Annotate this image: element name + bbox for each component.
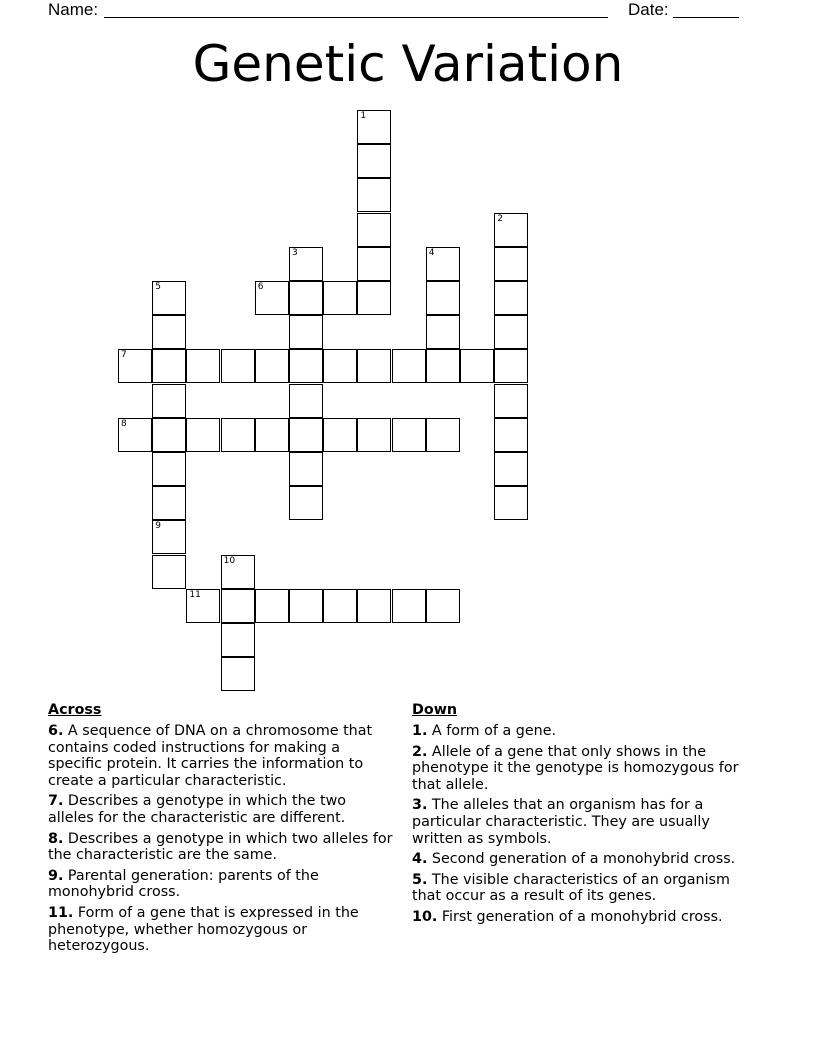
clue-text: Parental generation: parents of the monohybrid cross. — [48, 867, 319, 901]
cell-number: 2 — [497, 213, 503, 224]
clue-text: Second generation of a monohybrid cross. — [427, 851, 736, 868]
crossword-cell[interactable] — [392, 589, 426, 623]
cell-number: 7 — [121, 350, 127, 361]
crossword-cell[interactable] — [323, 349, 357, 383]
clue-down-10 — [412, 909, 758, 926]
clue-down-4 — [412, 851, 758, 868]
crossword-cell[interactable] — [289, 315, 323, 349]
cell-number: 11 — [189, 589, 201, 600]
crossword-cell[interactable] — [289, 247, 323, 281]
crossword-cell[interactable] — [152, 452, 186, 486]
clue-text: A sequence of DNA on a chromosome that contains coded instructions for making a specific protein. It carries the information to create a particular characteristic. — [48, 723, 373, 789]
crossword-cell[interactable] — [255, 281, 289, 315]
crossword-cell[interactable] — [426, 281, 460, 315]
crossword-cell[interactable] — [152, 281, 186, 315]
crossword-cell[interactable] — [494, 486, 528, 520]
crossword-cell[interactable] — [186, 418, 220, 452]
crossword-cell[interactable] — [357, 178, 391, 212]
crossword-cell[interactable] — [255, 589, 289, 623]
crossword-cell[interactable] — [289, 384, 323, 418]
clue-text: Form of a gene that is expressed in the phenotype, whether homozygous or heterozygous. — [48, 904, 359, 955]
crossword-cell[interactable] — [152, 555, 186, 589]
crossword-cell[interactable] — [494, 247, 528, 281]
crossword-cell[interactable] — [323, 418, 357, 452]
crossword-cell[interactable] — [494, 418, 528, 452]
crossword-cell[interactable] — [221, 418, 255, 452]
crossword-cell[interactable] — [221, 657, 255, 691]
crossword-cell[interactable] — [426, 418, 460, 452]
crossword-cell[interactable] — [289, 589, 323, 623]
clue-down-1 — [412, 723, 758, 740]
clue-number: 11. — [48, 904, 74, 921]
crossword-cell[interactable] — [494, 281, 528, 315]
crossword-cell[interactable] — [289, 452, 323, 486]
clue-number: 5. — [412, 871, 428, 888]
cell-number: 3 — [292, 247, 298, 258]
crossword-cell[interactable] — [357, 281, 391, 315]
cell-number: 8 — [121, 418, 127, 429]
cell-number: 4 — [428, 247, 435, 258]
crossword-cell[interactable] — [152, 418, 186, 452]
clue-number: 10. — [412, 908, 438, 925]
clue-text: First generation of a monohybrid cross. — [437, 908, 723, 925]
crossword-cell[interactable] — [357, 418, 391, 452]
crossword-cell[interactable] — [186, 349, 220, 383]
clue-down-2 — [412, 744, 758, 794]
crossword-cell[interactable] — [494, 384, 528, 418]
crossword-cell[interactable] — [289, 418, 323, 452]
crossword-cell[interactable] — [221, 623, 255, 657]
crossword-cell[interactable] — [186, 589, 220, 623]
clue-number: 1. — [412, 723, 428, 739]
crossword-cell[interactable] — [255, 349, 289, 383]
crossword-cell[interactable] — [118, 418, 152, 452]
clue-text: A form of a gene. — [427, 723, 557, 739]
clue-text: The visible characteristics of an organism that occur as a result of its genes. — [412, 871, 730, 905]
clue-across-9 — [48, 868, 394, 901]
clue-across-11 — [48, 905, 394, 955]
crossword-cell[interactable] — [426, 349, 460, 383]
name-label: Name: — [48, 0, 99, 19]
crossword-cell[interactable] — [357, 247, 391, 281]
crossword-cell[interactable] — [357, 349, 391, 383]
cell-number: 6 — [257, 282, 264, 292]
crossword-cell[interactable] — [494, 315, 528, 349]
crossword-cell[interactable] — [460, 349, 494, 383]
clue-number: 2. — [412, 743, 428, 760]
crossword-cell[interactable] — [289, 486, 323, 520]
crossword-cell[interactable] — [152, 349, 186, 383]
clue-across-6 — [48, 723, 394, 789]
crossword-cell[interactable] — [289, 349, 323, 383]
clue-down-5 — [412, 872, 758, 905]
crossword-cell[interactable] — [221, 589, 255, 623]
crossword-cell[interactable] — [357, 589, 391, 623]
crossword-cell[interactable] — [152, 486, 186, 520]
clue-text: Describes a genotype in which two alleles for the characteristic are the same. — [48, 830, 393, 864]
down-clues — [412, 702, 758, 930]
crossword-cell[interactable] — [357, 213, 391, 247]
clue-number: 7. — [48, 793, 64, 810]
clue-across-8 — [48, 831, 394, 864]
clue-number: 8. — [48, 830, 64, 847]
crossword-cell[interactable] — [255, 418, 289, 452]
crossword-cell[interactable] — [357, 144, 391, 178]
cell-number: 10 — [223, 555, 236, 566]
cell-number: 9 — [155, 521, 161, 532]
clue-text: Describes a genotype in which the two alleles for the characteristic are different. — [48, 793, 347, 826]
crossword-cell[interactable] — [289, 281, 323, 315]
crossword-cell[interactable] — [494, 213, 528, 247]
down-heading: Down — [412, 702, 458, 718]
clue-number: 3. — [412, 797, 428, 814]
crossword-cell[interactable] — [152, 520, 186, 554]
crossword-cell[interactable] — [426, 315, 460, 349]
crossword-cell[interactable] — [392, 418, 426, 452]
across-clues — [48, 702, 394, 959]
cell-number: 1 — [360, 111, 367, 121]
clue-number: 4. — [412, 851, 428, 868]
clue-text: Allele of a gene that only shows in the phenotype it the genotype is homozygous for that allele. — [412, 743, 739, 793]
crossword-cell[interactable] — [323, 281, 357, 315]
clue-across-7 — [48, 793, 394, 826]
cell-number: 5 — [155, 282, 161, 292]
clue-number: 9. — [48, 867, 64, 884]
crossword-cell[interactable] — [494, 349, 528, 383]
crossword-cell[interactable] — [323, 589, 357, 623]
clue-number: 6. — [48, 723, 64, 739]
page-title: Genetic Variation — [192, 35, 624, 93]
across-heading: Across — [48, 702, 102, 718]
crossword-cell[interactable] — [426, 247, 460, 281]
crossword-cell[interactable] — [494, 452, 528, 486]
crossword-cell[interactable] — [221, 555, 255, 589]
crossword-cell[interactable] — [152, 315, 186, 349]
crossword-cell[interactable] — [392, 349, 426, 383]
date-label: Date: — [628, 0, 669, 19]
crossword-cell[interactable] — [152, 384, 186, 418]
crossword-cell[interactable] — [357, 110, 391, 144]
crossword-cell[interactable] — [426, 589, 460, 623]
clue-text: The alleles that an organism has for a particular characteristic. They are usually written as symbols. — [412, 797, 710, 847]
crossword-cell[interactable] — [118, 349, 152, 383]
clue-down-3 — [412, 797, 758, 847]
crossword-cell[interactable] — [221, 349, 255, 383]
